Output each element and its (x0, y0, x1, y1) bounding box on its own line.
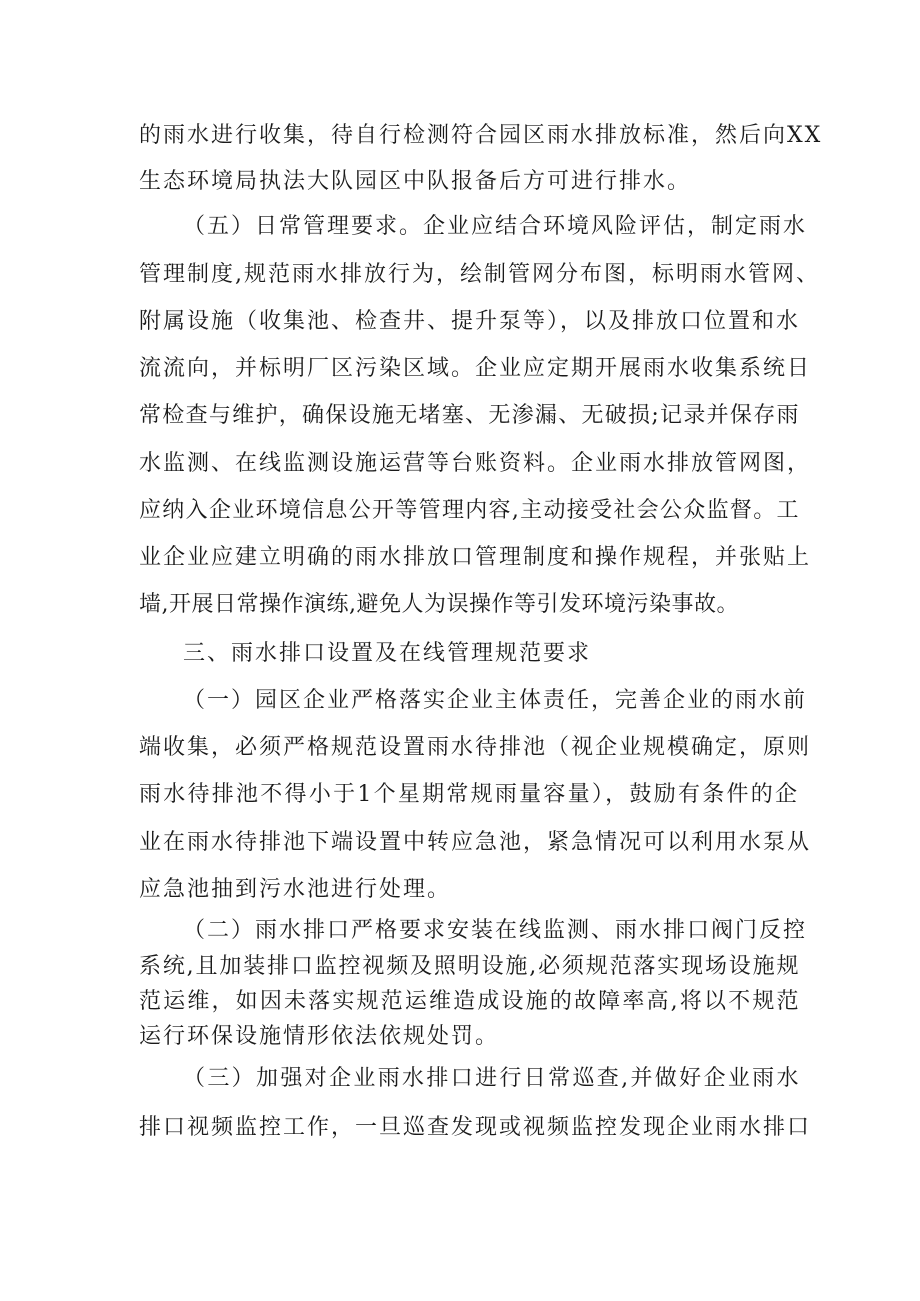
text-line: 排口视频监控工作，一旦巡查发现或视频监控发现企业雨水排口 (139, 1115, 812, 1140)
text-line: 端收集，必须严格规范设置雨水待排池（视企业规模确定，原则 (139, 735, 812, 760)
text-line: 的雨水进行收集，待自行检测符合园区雨水排放标准，然后向XX (139, 123, 823, 148)
text-line: 雨水待排池不得小于1个星期常规雨量容量），鼓励有条件的企 (139, 782, 799, 807)
paragraph-heading-1: （一）园区企业严格落实企业主体责任，完善企业的雨水前 (183, 688, 808, 713)
paragraph-heading-5: （五）日常管理要求。企业应结合环境风险评估，制定雨水 (183, 214, 808, 239)
paragraph-heading-3: （三）加强对企业雨水排口进行日常巡查,并做好企业雨水 (183, 1066, 799, 1091)
text-line: 应急池抽到污水池进行处理。 (139, 877, 452, 902)
text-line: 运行环保设施情形依法依规处罚。 (139, 1024, 500, 1049)
text-line: 业企业应建立明确的雨水排放口管理制度和操作规程，并张贴上 (139, 545, 812, 570)
paragraph-heading-2: （二）雨水排口严格要求安装在线监测、雨水排口阀门反控 (183, 918, 808, 943)
text-line: 应纳入企业环境信息公开等管理内容,主动接受社会公众监督。工 (139, 498, 799, 523)
section-heading-3: 三、雨水排口设置及在线管理规范要求 (183, 641, 592, 666)
text-line: 范运维，如因未落实规范运维造成设施的故障率高,将以不规范 (139, 989, 799, 1014)
text-line: 业在雨水待排池下端设置中转应急池，紧急情况可以利用水泵从 (139, 830, 812, 855)
text-line: 管理制度,规范雨水排放行为，绘制管网分布图，标明雨水管网、 (139, 262, 820, 287)
text-line: 流流向，并标明厂区污染区域。企业应定期开展雨水收集系统日 (139, 356, 812, 381)
text-line: 系统,且加装排口监控视频及照明设施,必须规范落实现场设施规 (139, 954, 799, 979)
text-line: 墙,开展日常操作演练,避免人为误操作等引发环境污染事故。 (139, 592, 739, 617)
text-line: 常检查与维护，确保设施无堵塞、无渗漏、无破损;记录并保存雨 (139, 403, 799, 428)
text-line: 生态环境局执法大队园区中队报备后方可进行排水。 (139, 169, 692, 194)
text-line: 附属设施（收集池、检查井、提升泵等），以及排放口位置和水 (139, 309, 801, 334)
text-line: 水监测、在线监测设施运营等台账资料。企业雨水排放管网图， (139, 451, 812, 476)
